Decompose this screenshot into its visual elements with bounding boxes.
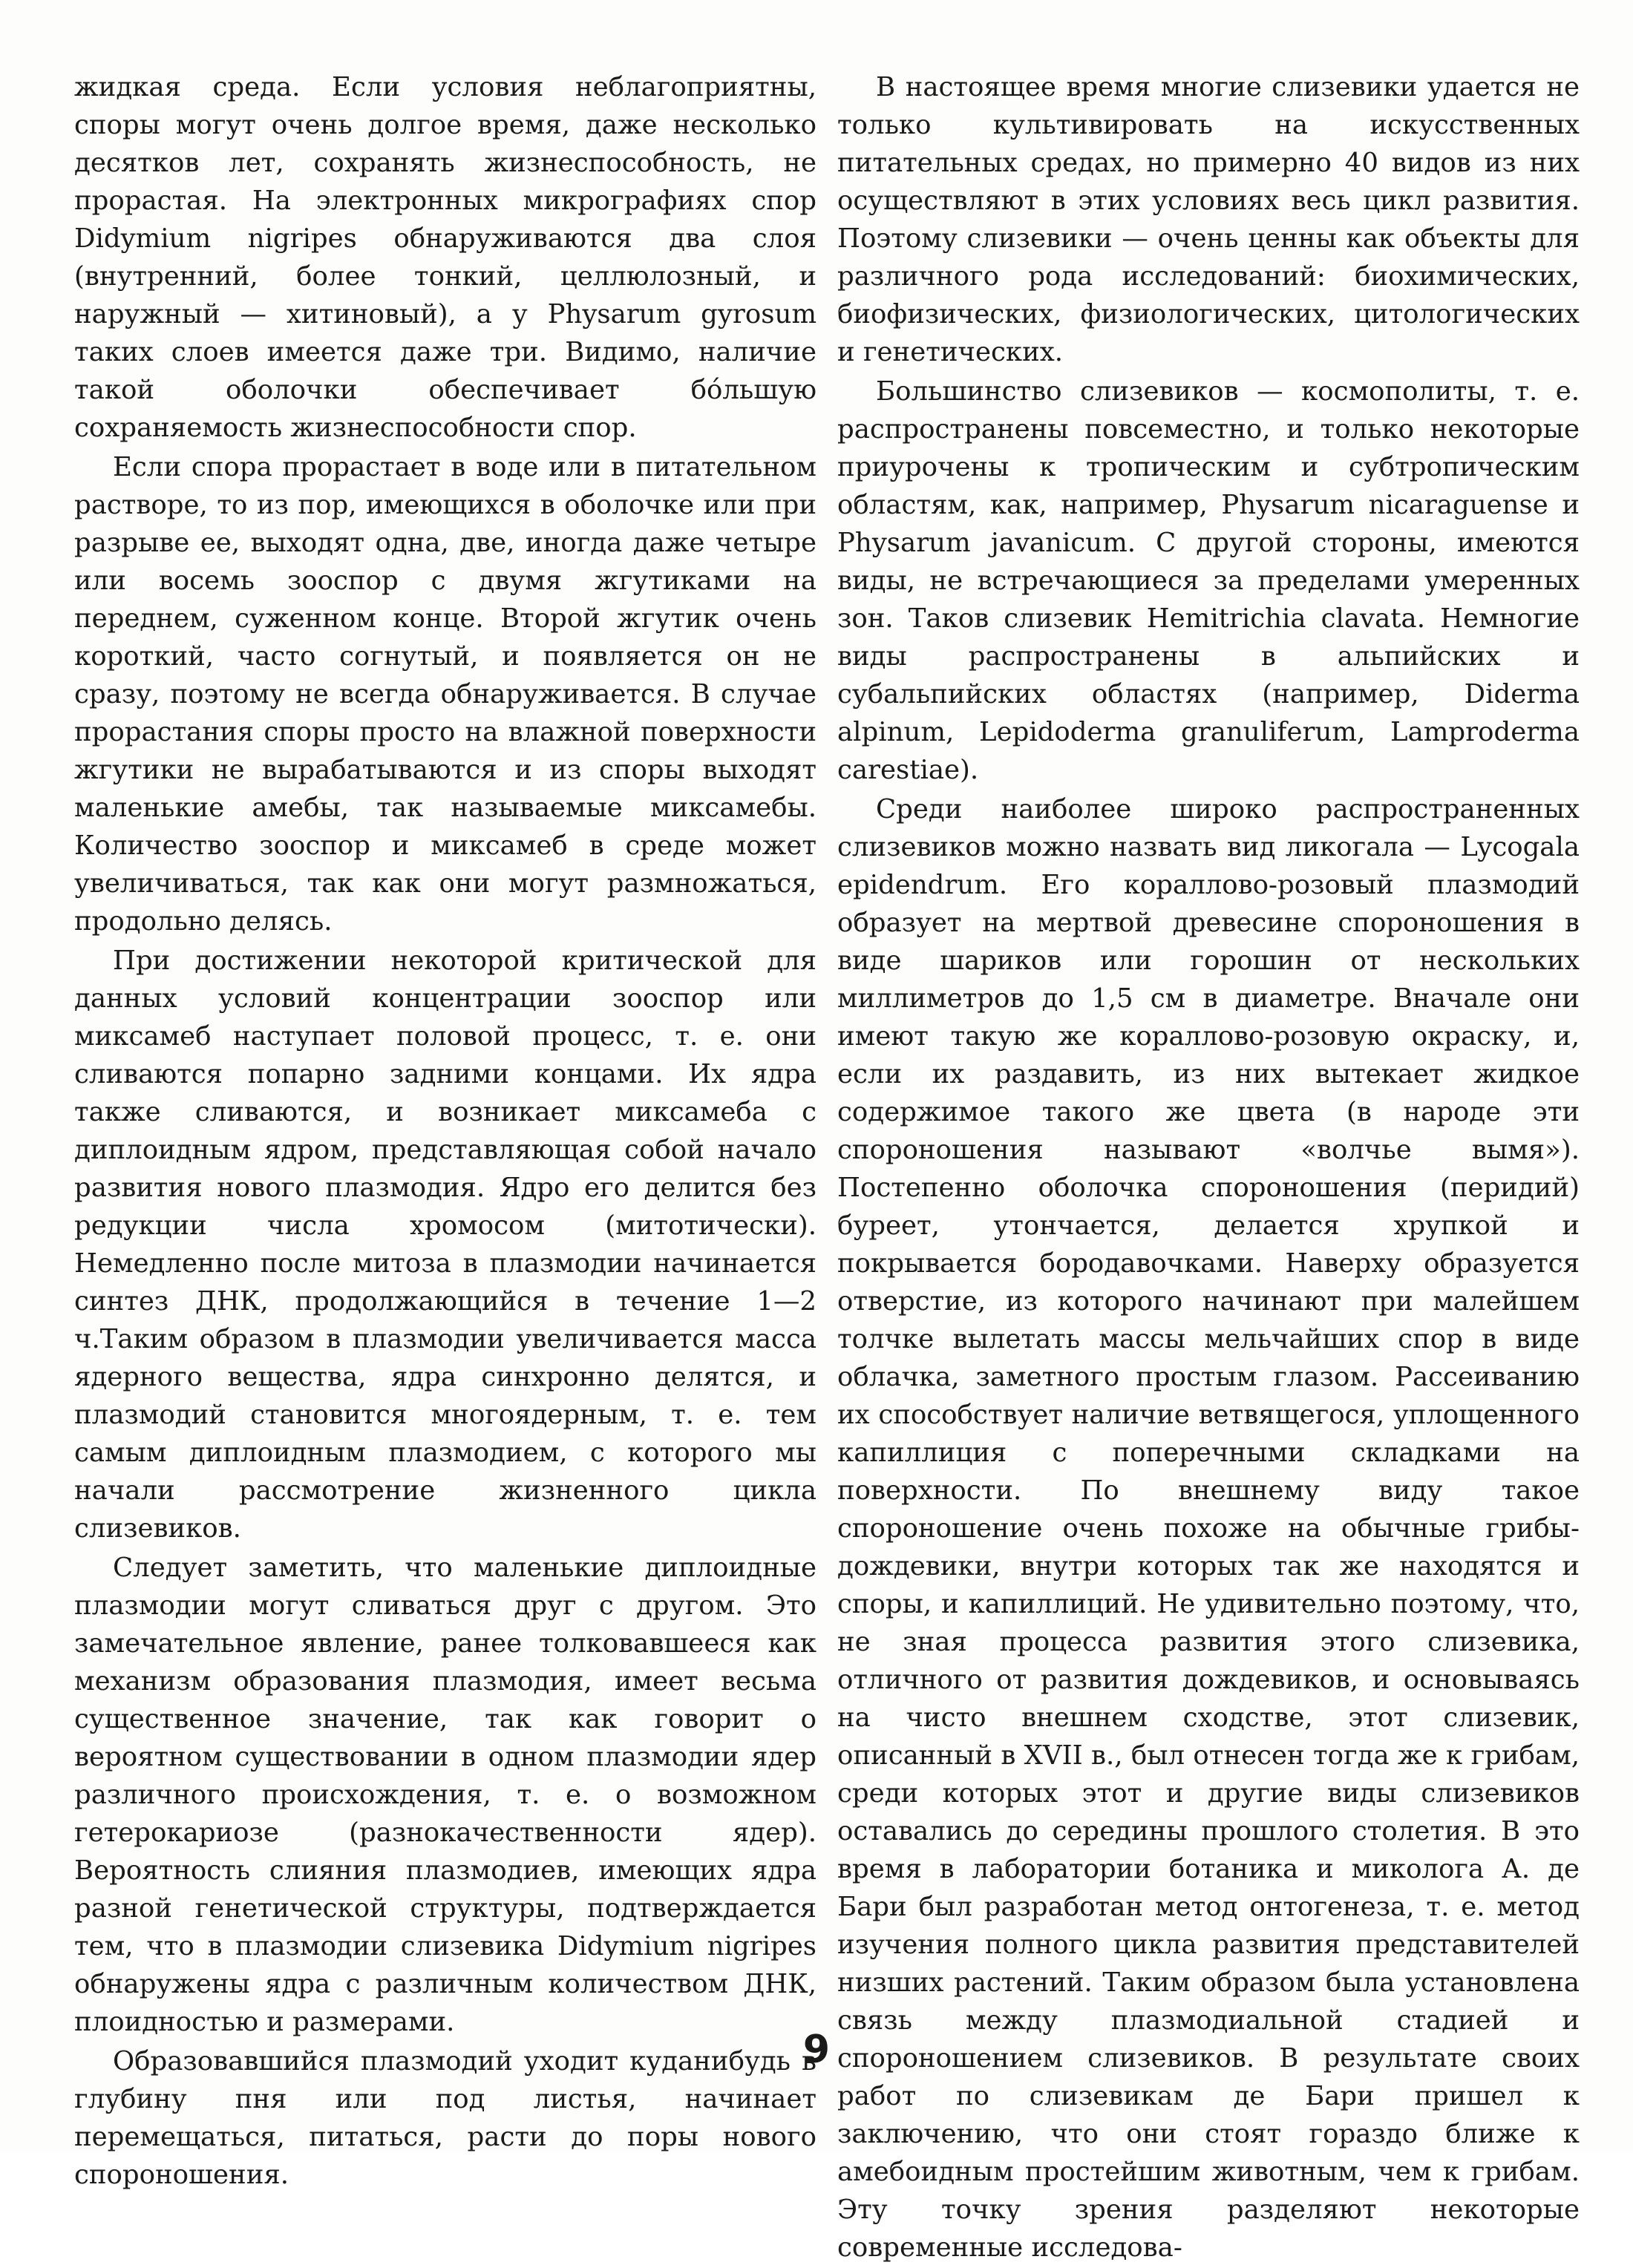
paragraph: В настоящее время многие слизевики удается не только культивировать на искусственных питательных средах, но примерно 40 видов из них осуществляют в этих условиях весь цикл развития. Поэтому слизевики — очень ценны как объекты для различного рода исследований: биохимических, биофизических, физиологических, цитологических и генетических. — [837, 72, 1580, 367]
paragraph: Среди наиболее широко распространенных слизевиков можно назвать вид ликогала — Lycogala epidendrum. Его кораллово-розовый плазмодий образует на мертвой древесине спороношения в виде шариков или горошин от нескольких миллиметров до 1,5 см в диаметре. Вначале они имеют такую же кораллово-розовую окраску, и, если их раздавить, из них вытекает жидкое содержимое такого же цвета (в народе эти спороношения называют «волчье вымя»). Постепенно оболочка спороношения (перидий) буреет, утончается, делается хрупкой и покрывается бородавочками. Наверху образуется отверстие, из которого начинают при малейшем толчке вылетать массы мельчайших спор в виде облачка, заметного простым глазом. Рассеиванию их способствует наличие ветвящегося, уплощенного капиллиция с поперечными складками на поверхности. По внешнему виду такое спороношение очень похоже на обычные грибы-дождевики, внутри которых так же находятся и споры, и капиллиций. Не удивительно поэтому, что, не зная процесса развития этого слизевика, отличного от развития дождевиков, и основываясь на чисто внешнем сходстве, этот слизевик, описанный в XVII в., был отнесен тогда же к грибам, среди которых этот и другие виды слизевиков оставались до середины прошлого столетия. В это время в лаборатории ботаника и миколога А. де Бари был разработан метод онтогенеза, т. е. метод изучения полного цикла развития представителей низших растений. Таким образом была установлена связь между плазмодиальной стадией и спороношением слизевиков. В результате своих работ по слизевикам де Бари пришел к заключению, что они стоят гораздо ближе к амебоидным простейшим животным, чем к грибам. Эту точку зрения разделяют некоторые современные исследова- — [837, 794, 1580, 2263]
paragraph: Если спора прорастает в воде или в питательном растворе, то из пор, имеющихся в оболочке или при разрыве ее, выходят одна, две, иногда даже четыре или восемь зооспор с двумя жгутиками на переднем, суженном конце. Второй жгутик очень короткий, часто согнутый, и появляется он не сразу, поэтому не всегда обнаруживается. В случае прорастания споры просто на влажной поверхности жгутики не вырабатываются и из споры выходят маленькие амебы, так называемые миксамебы. Количество зооспор и миксамеб в среде может увеличиваться, так как они могут размножаться, продольно делясь. — [74, 452, 816, 937]
paragraph: жидкая среда. Если условия неблагоприятны, споры могут очень долгое время, даже несколько десятков лет, сохранять жизнеспособность, не прорастая. На электронных микрографиях спор Didymium nigripes обнаруживаются два слоя (внутренний, более тонкий, целлюлозный, и наружный — хитиновый), а у Physarum gyrosum таких слоев имеется даже три. Видимо, наличие такой оболочки обеспечивает бóльшую сохраняемость жизнеспособности спор. — [74, 72, 816, 443]
paragraph: Образовавшийся плазмодий уходит куданибудь в глубину пня или под листья, начинает перемещаться, питаться, расти до поры нового спороношения. — [74, 2046, 816, 2190]
page-number: 9 — [802, 2028, 831, 2072]
left-text-column — [74, 68, 816, 2195]
paragraph: Большинство слизевиков — космополиты, т. е. распространены повсеместно, и только некоторые приурочены к тропическим и субтропическим областям, как, например, Physarum nicaraguense и Physarum javanicum. С другой стороны, имеются виды, не встречающиеся за пределами умеренных зон. Таков слизевик Hemitrichia clavata. Немногие виды распространены в альпийских и субальпийских областях (например, Diderma alpinum, Lepidoderma granuliferum, Lamproderma carestiae). — [837, 376, 1580, 785]
paragraph: Следует заметить, что маленькие диплоидные плазмодии могут сливаться друг с другом. Это замечательное явление, ранее толковавшееся как механизм образования плазмодия, имеет весьма существенное значение, так как говорит о вероятном существовании в одном плазмодии ядер различного происхождения, т. е. о возможном гетерокариозе (разнокачественности ядер). Вероятность слияния плазмодиев, имеющих ядра разной генетической структуры, подтверждается тем, что в плазмодии слизевика Didymium nigripes обнаружены ядра с различным количеством ДНК, плоидностью и размерами. — [74, 1553, 816, 2037]
paragraph: При достижении некоторой критической для данных условий концентрации зооспор или миксамеб наступает половой процесс, т. е. они сливаются попарно задними концами. Их ядра также сливаются, и возникает миксамеба с диплоидным ядром, представляющая собой начало развития нового плазмодия. Ядро его делится без редукции числа хромосом (митотически). Немедленно после митоза в плазмодии начинается синтез ДНК, продолжающийся в течение 1—2 ч.Таким образом в плазмодии увеличивается масса ядерного вещества, ядра синхронно делятся, и плазмодий становится многоядерным, т. е. тем самым диплоидным плазмодием, с которого мы начали рассмотрение жизненного цикла слизевиков. — [74, 945, 816, 1544]
right-text-column — [837, 68, 1580, 2268]
